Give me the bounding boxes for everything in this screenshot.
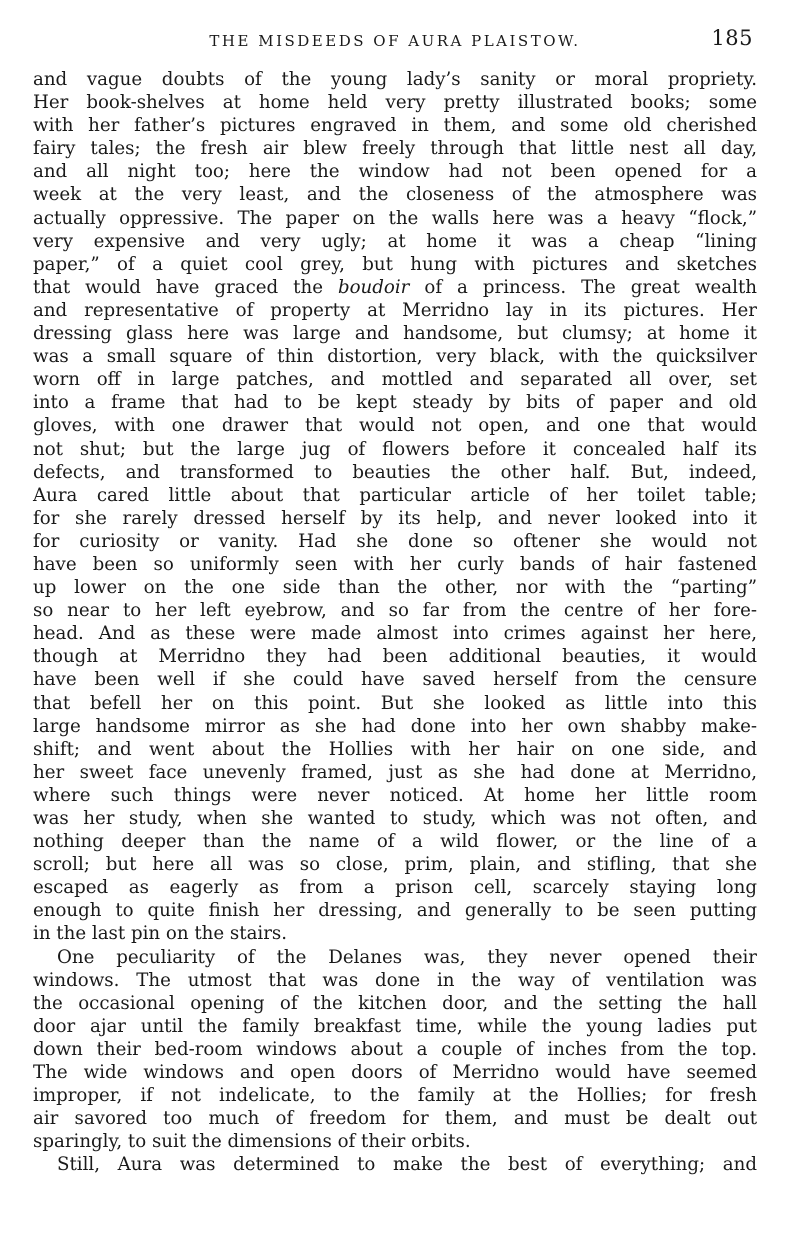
text-line: that befell her on this point. But she looked as little into this — [33, 692, 757, 714]
text-line: escaped as eagerly as from a prison cell, scarcely staying long — [33, 877, 757, 899]
text-line: where such things were never noticed. At home her little room — [33, 784, 757, 806]
paragraph — [33, 946, 757, 1154]
text-line: worn off in large patches, and mottled and separated all over, set — [33, 369, 757, 391]
text-line: scroll; but here all was so close, prim, plain, and stifling, that she — [33, 854, 757, 876]
text-line: and all night too; here the window had not been opened for a — [33, 161, 757, 183]
text-line: very expensive and very ugly; at home it was a cheap “lining — [33, 230, 757, 252]
text-line: for curiosity or vanity. Had she done so oftener she would not — [33, 530, 757, 552]
running-title: THE MISDEEDS OF AURA PLAISTOW. — [209, 32, 581, 50]
text-line: fairy tales; the fresh air blew freely through that little nest all day, — [33, 138, 757, 160]
text-line: defects, and transformed to beauties the other half. But, indeed, — [33, 461, 757, 483]
paragraph — [33, 1153, 757, 1176]
paragraph — [33, 68, 757, 946]
text-line: actually oppressive. The paper on the walls here was a heavy “flock,” — [33, 207, 757, 229]
text-line: Still, Aura was determined to make the best of everything; and — [57, 1154, 757, 1176]
text-line: shift; and went about the Hollies with her hair on one side, and — [33, 738, 757, 760]
text-line: the occasional opening of the kitchen door, and the setting the hall — [33, 992, 757, 1014]
text-line: her sweet face unevenly framed, just as she had done at Merridno, — [33, 761, 757, 783]
body-text — [33, 68, 757, 1177]
text-line: windows. The utmost that was done in the way of ventilation was — [33, 969, 757, 991]
text-line: The wide windows and open doors of Merridno would have seemed — [33, 1062, 757, 1084]
running-head — [33, 26, 757, 56]
text-line: enough to quite finish her dressing, and generally to be seen putting — [33, 900, 757, 922]
text-line: into a frame that had to be kept steady by bits of paper and old — [33, 392, 757, 414]
text-line: was a small square of thin distortion, very black, with the quicksilver — [33, 346, 757, 368]
text-line: down their bed-room windows about a couple of inches from the top. — [33, 1038, 757, 1060]
text-line: nothing deeper than the name of a wild flower, or the line of a — [33, 831, 757, 853]
italic-word: boudoir — [337, 276, 410, 298]
text-line: gloves, with one drawer that would not open, and one that would — [33, 415, 757, 437]
text-line: improper, if not indelicate, to the family at the Hollies; for fresh — [33, 1085, 757, 1107]
text-line: that would have graced the boudoir of a princess. The great wealth — [33, 276, 757, 298]
page-number: 185 — [711, 26, 753, 50]
text-line: and representative of property at Merridno lay in its pictures. Her — [33, 299, 757, 321]
text-line: and vague doubts of the young lady’s sanity or moral propriety. — [33, 69, 757, 90]
text-line: for she rarely dressed herself by its help, and never looked into it — [33, 507, 757, 529]
book-page — [33, 26, 757, 1177]
text-line: in the last pin on the stairs. — [33, 923, 288, 945]
text-line: was her study, when she wanted to study, which was not often, and — [33, 808, 757, 829]
text-line: with her father’s pictures engraved in them, and some old cherished — [33, 115, 757, 137]
text-line: One peculiarity of the Delanes was, they never opened their — [57, 946, 757, 968]
text-line: have been well if she could have saved herself from the censure — [33, 669, 757, 691]
text-line: head. And as these were made almost into crimes against her here, — [33, 623, 757, 645]
text-line: up lower on the one side than the other, nor with the “parting” — [33, 577, 757, 599]
text-line: have been so uniformly seen with her curly bands of hair fastened — [33, 553, 757, 575]
text-line: Her book-shelves at home held very pretty illustrated books; some — [33, 92, 757, 114]
text-line: air savored too much of freedom for them, and must be dealt out — [33, 1108, 757, 1130]
text-line: paper,” of a quiet cool grey, but hung with pictures and sketches — [33, 253, 757, 275]
text-line: dressing glass here was large and handsome, but clumsy; at home it — [33, 323, 757, 345]
text-line: door ajar until the family breakfast time, while the young ladies put — [33, 1015, 757, 1037]
text-line: week at the very least, and the closeness of the atmosphere was — [33, 184, 757, 206]
text-line: though at Merridno they had been additional beauties, it would — [33, 646, 757, 668]
text-line: not shut; but the large jug of flowers before it concealed half its — [33, 438, 757, 460]
text-line: so near to her left eyebrow, and so far from the centre of her fore- — [33, 600, 757, 622]
text-line: sparingly, to suit the dimensions of their orbits. — [33, 1131, 471, 1153]
text-line: Aura cared little about that particular article of her toilet table; — [33, 484, 757, 506]
text-line: large handsome mirror as she had done into her own shabby make- — [33, 715, 757, 737]
